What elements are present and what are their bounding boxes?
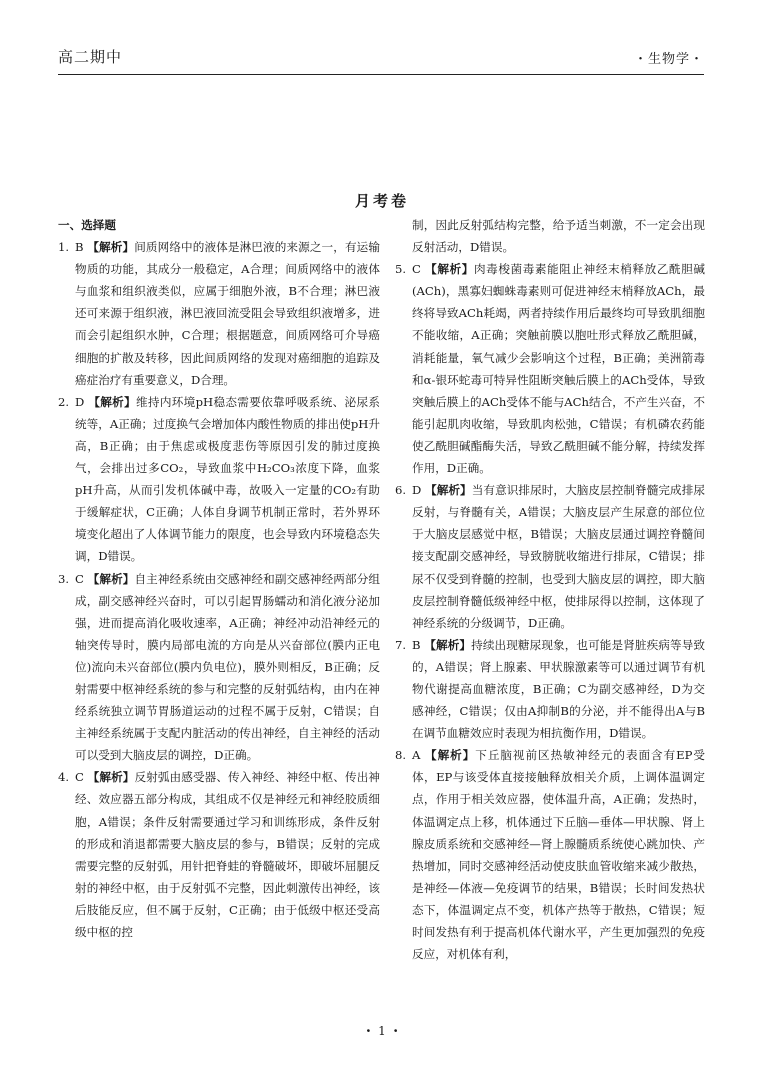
analysis-text: 维持内环境pH稳态需要依靠呼吸系统、泌尿系统等，A正确；过度换气会增加体内酸性物质的排出使pH升高，B正确；由于焦虑或极度悲伤等原因引发的肺过度换气，会排出过多CO₂，导致血浆中H₂CO₃浓度下降，血浆pH升高，从而引发机体碱中毒，故吸入一定量的CO₂有助于缓解症状，C正确；人体自身调节机制正常时，若外界环境变化超出了人体调节能力的限度，也会导致内环境稳态失调，D错误。 xyxy=(75,394,380,564)
page-number: 1 xyxy=(378,1024,386,1038)
answer-letter: C xyxy=(75,571,84,586)
analysis-tag: 【解析】 xyxy=(87,571,135,586)
page-footer: ・ 1 ・ xyxy=(362,1024,402,1038)
subject-name: ・生物学・ xyxy=(633,52,704,67)
analysis-text: 间质网络中的液体是淋巴液的来源之一，有运输物质的功能，其成分一般稳定，A合理；间质网络中的液体与血浆和组织液类似，应属于细胞外液，B不合理；淋巴液还可来源于组织液，淋巴液回流受阻会导致组织液增多，进而会引起组织水肿，C合理；根据题意，间质网络可介导癌细胞的扩散及转移，因此间质网络的发现对癌细胞的追踪及癌症治疗有重要意义，D合理。 xyxy=(75,240,380,387)
question-number: 1. xyxy=(58,240,70,255)
answer-letter: C xyxy=(412,262,421,277)
answer-letter: B xyxy=(412,637,421,652)
analysis-tag: 【解析】 xyxy=(88,394,136,409)
answer-item xyxy=(395,634,705,744)
question-number: 7. xyxy=(395,637,407,652)
question-number: 2. xyxy=(58,394,70,409)
answer-item xyxy=(395,744,705,965)
page-title: 月考卷 xyxy=(354,192,409,210)
analysis-text: 持续出现糖尿现象，也可能是肾脏疾病等导致的，A错误；肾上腺素、甲状腺激素等可以通过调节有机物代谢提高血糖浓度，B正确；C为副交感神经，D为交感神经，C错误；仅由A抑制B的分泌，并不能得出A与B在调节血糖效应时表现为相抗衡作用，D错误。 xyxy=(412,637,705,741)
analysis-text: 肉毒梭菌毒素能阻止神经末梢释放乙酰胆碱(ACh)，黑寡妇蜘蛛毒素则可促进神经末梢释放ACh，最终将导致ACh耗竭，两者持续作用后最终均可导致肌细胞不能收缩，A正确；突触前膜以胞吐形式释放乙酰胆碱，消耗能量，氧气减少会影响这个过程，B正确；美洲箭毒和α-银环蛇毒可特异性阻断突触后膜上的ACh受体，导致突触后膜上的ACh受体不能与ACh结合，不产生兴奋，不能引起肌肉收缩，导致肌肉松弛，C错误；有机磷农药能使乙酰胆碱酯酶失活，导致乙酰胆碱不能分解，持续发挥作用，D正确。 xyxy=(412,262,705,476)
answer-letter: C xyxy=(75,770,84,785)
continued-answer-text: 制，因此反射弧结构完整，给予适当刺激，不一定会出现反射活动，D错误。 xyxy=(412,218,705,255)
analysis-tag: 【解析】 xyxy=(425,748,476,763)
question-number: 4. xyxy=(58,770,70,785)
section-heading: 一、选择题 xyxy=(58,218,116,232)
answer-letter: D xyxy=(412,483,422,498)
answer-letter: B xyxy=(75,240,84,255)
analysis-text: 自主神经系统由交感神经和副交感神经两部分组成，副交感神经兴奋时，可以引起胃肠蠕动和消化液分泌加强，进而提高消化吸收速率，A正确；神经冲动沿神经元的轴突传导时，膜内局部电流的方向是从兴奋部位(膜内正电位)流向未兴奋部位(膜内负电位)，膜外则相反，B正确；反射需要中枢神经系统的参与和完整的反射弧结构，由内在神经系统独立调节胃肠道运动的过程不属于反射，C错误；自主神经系统属于支配内脏活动的传出神经，自主神经的活动可以受到大脑皮层的调控，D正确。 xyxy=(75,571,380,763)
analysis-tag: 【解析】 xyxy=(87,240,135,255)
exam-name: 高二期中 xyxy=(58,48,123,66)
analysis-text: 当有意识排尿时，大脑皮层控制脊髓完成排尿反射，与脊髓有关，A错误；大脑皮层产生尿意的部位位于大脑皮层感觉中枢，B错误；大脑皮层通过调控脊髓间接支配副交感神经，导致膀胱收缩进行排尿，C错误；排尿不仅受到脊髓的控制，也受到大脑皮层的调控，即大脑皮层控制脊髓低级神经中枢，使排尿得以控制，这体现了神经系统的分级调节，D正确。 xyxy=(412,483,705,630)
analysis-text: 下丘脑视前区热敏神经元的表面含有EP受体，EP与该受体直接接触释放相关介质，上调体温调定点，作用于相关效应器，使体温升高，A正确；发热时，体温调定点上移，机体通过下丘脑—垂体—甲状腺、肾上腺皮质系统和交感神经—肾上腺髓质系统使心跳加快、产热增加，同时交感神经活动使皮肤血管收缩来减少散热，是神经—体液—免疫调节的结果，B错误；长时间发热状态下，体温调定点不变，机体产热等于散热，C错误；短时间发热有利于提高机体代谢水平，产生更加强烈的免疫反应，对机体有利， xyxy=(412,748,705,962)
page-header xyxy=(58,46,704,74)
question-number: 3. xyxy=(58,571,70,586)
question-number: 5. xyxy=(395,262,407,277)
analysis-tag: 【解析】 xyxy=(425,262,474,277)
left-column xyxy=(58,214,380,943)
right-column xyxy=(395,214,705,965)
analysis-tag: 【解析】 xyxy=(425,483,472,498)
analysis-tag: 【解析】 xyxy=(87,770,135,785)
question-number: 8. xyxy=(395,748,407,763)
analysis-text: 反射弧由感受器、传入神经、神经中枢、传出神经、效应器五部分构成，其组成不仅是神经元和神经胶质细胞，A错误；条件反射需要通过学习和训练形成，条件反射的形成和消退都需要大脑皮层的参与，B错误；反射的完成需要完整的反射弧，用针把脊蛙的脊髓破坏，即破坏屈腿反射的神经中枢，由于反射弧不完整，因此刺激传出神经，该后肢能反应，但不属于反射，C正确；由于低级中枢还受高级中枢的控 xyxy=(75,770,380,939)
answer-item xyxy=(395,258,705,479)
analysis-tag: 【解析】 xyxy=(424,637,472,652)
answer-item xyxy=(395,479,705,634)
answer-letter: D xyxy=(75,394,85,409)
header-rule xyxy=(58,74,704,75)
answer-letter: A xyxy=(412,748,421,763)
answer-item xyxy=(58,391,380,568)
answer-item xyxy=(58,236,380,391)
question-number: 6. xyxy=(395,483,407,498)
answer-item xyxy=(58,568,380,767)
answer-item xyxy=(58,766,380,943)
